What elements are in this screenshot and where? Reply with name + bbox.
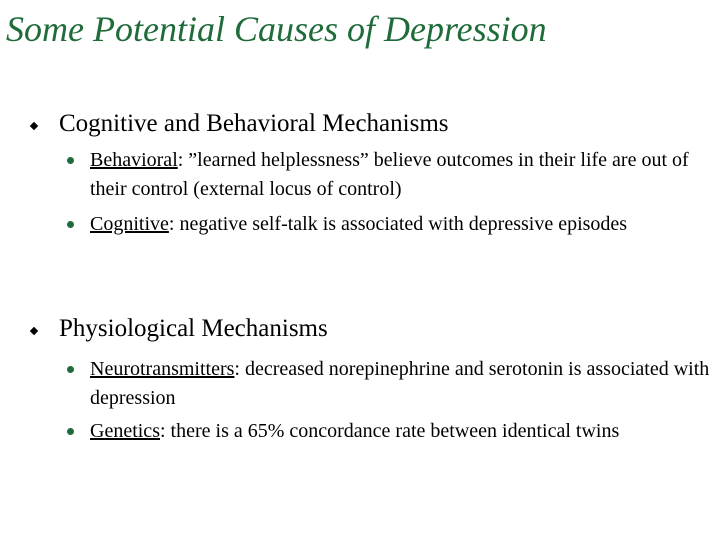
bullet-dot-icon	[67, 157, 74, 164]
bullet-dot-icon	[67, 366, 74, 373]
item-text: : negative self-talk is associated with depressive episodes	[168, 213, 628, 235]
item-text: : ”learned helplessness” believe outcomes in their life are out of their control (external locus of control)	[90, 149, 689, 200]
term-label: Neurotransmitters	[90, 358, 235, 380]
bullet-dot-icon	[67, 428, 74, 435]
list-item-neurotransmitters	[90, 355, 720, 413]
diamond-bullet-icon	[30, 122, 38, 130]
term-label: Behavioral	[90, 149, 178, 171]
slide-title: Some Potential Causes of Depression	[6, 9, 547, 49]
section-heading: Cognitive and Behavioral Mechanisms	[59, 110, 449, 137]
diamond-bullet-icon	[30, 327, 38, 335]
item-text: : decreased norepinephrine and serotonin is associated with depression	[90, 358, 710, 409]
term-label: Cognitive	[90, 213, 169, 235]
bullet-dot-icon	[67, 221, 74, 228]
list-item-cognitive	[90, 210, 720, 239]
item-text: : there is a 65% concordance rate between identical twins	[159, 420, 620, 442]
term-label: Genetics	[90, 420, 160, 442]
section-heading: Physiological Mechanisms	[59, 315, 328, 342]
list-item-behavioral	[90, 146, 720, 204]
list-item-genetics	[90, 417, 720, 446]
